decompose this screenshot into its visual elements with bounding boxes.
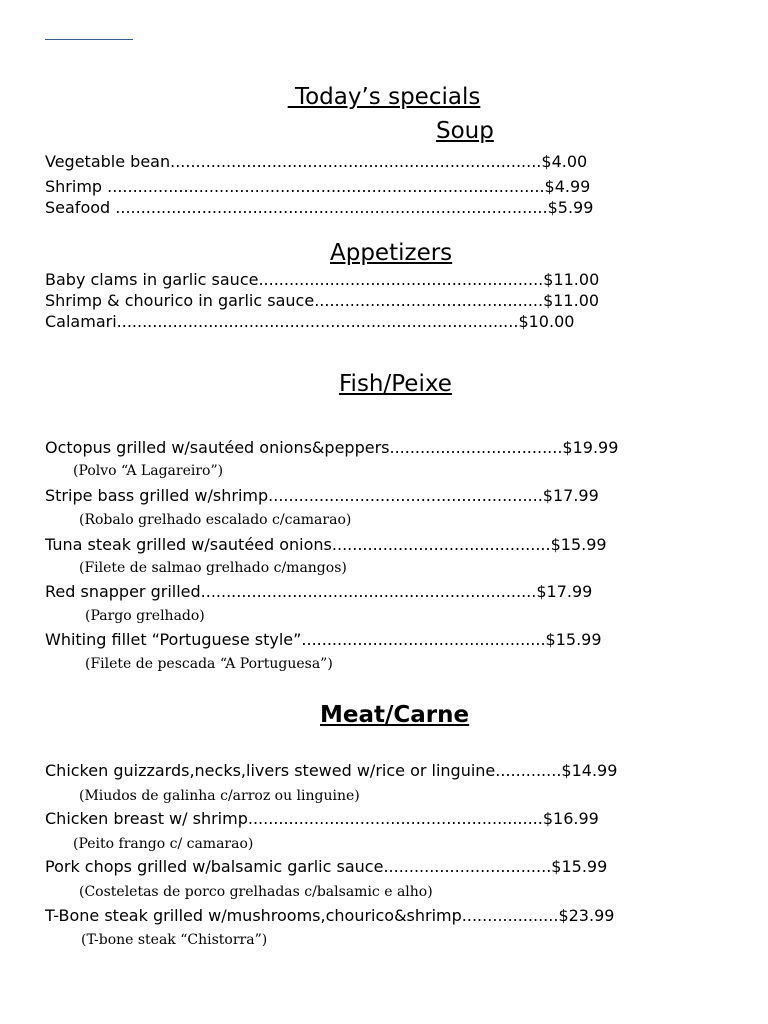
menu-item-vegetable-bean [45,152,587,172]
item-name: T-Bone steak grilled w/mushrooms,chourico&shrimp [45,906,462,925]
item-name: Octopus grilled w/sautéed onions&peppers [45,438,390,457]
item-leader-dots: ........................................................ [258,270,544,289]
menu-item-shrimp-soup [45,177,590,197]
item-leader-dots: ......................................................................... [170,152,542,171]
item-price: $5.99 [547,198,594,217]
menu-item-translation: (Miudos de galinha c/arroz ou linguine) [79,788,360,804]
menu-item-translation: (Costeletas de porco grelhadas c/balsamic e alho) [79,884,433,900]
item-name: Whiting fillet “Portuguese style” [45,630,302,649]
section-heading-meat: Meat/Carne [320,702,470,728]
item-leader-dots: ................... [461,906,559,925]
item-name: Calamari [45,312,117,331]
item-price: $4.99 [544,177,591,196]
item-leader-dots: ...................................................... [268,486,543,505]
menu-item-seafood [45,198,593,218]
menu-item-translation: (Filete de salmao grelhado c/mangos) [79,560,347,576]
menu-item-chicken-guizzards [45,761,617,781]
menu-item-baby-clams [45,270,599,290]
item-leader-dots: ........................................... [331,535,551,554]
item-leader-dots: ..................................................................................... [115,198,548,217]
item-leader-dots: ............. [495,761,562,780]
item-price: $15.99 [550,535,607,554]
menu-item-translation: (Polvo “A Lagareiro”) [73,463,224,479]
menu-item-translation: (T-bone steak “Chistorra”) [81,932,268,948]
section-heading-appetizers: Appetizers [330,240,453,266]
item-price: $11.00 [543,291,600,310]
menu-item-octopus [45,438,618,458]
menu-item-calamari [45,312,574,332]
item-price: $14.99 [561,761,618,780]
item-name: Vegetable bean [45,152,171,171]
item-leader-dots: ............................................................................... [116,312,519,331]
item-leader-dots: ................................. [383,857,552,876]
menu-item-translation: (Peito frango c/ camarao) [73,836,254,852]
item-price: $17.99 [542,486,599,505]
menu-item-tuna-steak [45,535,607,555]
item-name: Pork chops grilled w/balsamic garlic sauce [45,857,384,876]
item-price: $23.99 [558,906,615,925]
menu-item-pork-chops [45,857,607,877]
item-name: Shrimp & chourico in garlic sauce [45,291,315,310]
item-price: $10.00 [518,312,575,331]
menu-item-red-snapper [45,582,592,602]
item-price: $11.00 [543,270,600,289]
item-name: Chicken breast w/ shrimp [45,809,248,828]
menu-item-chicken-breast [45,809,599,829]
section-heading-fish: Fish/Peixe [339,371,452,397]
item-leader-dots: .......................................................... [247,809,543,828]
item-leader-dots: ............................................. [314,291,544,310]
item-leader-dots: .................................................................. [200,582,537,601]
item-name: Seafood [45,198,116,217]
menu-item-t-bone [45,906,614,926]
item-price: $19.99 [562,438,619,457]
item-name: Chicken guizzards,necks,livers stewed w/rice or linguine [45,761,496,780]
menu-item-shrimp-chourico [45,291,599,311]
menu-item-whiting-fillet [45,630,602,650]
item-leader-dots: ...................................................................................... [107,177,545,196]
section-heading-soup: Soup [436,118,494,144]
item-name: Baby clams in garlic sauce [45,270,259,289]
item-name: Stripe bass grilled w/shrimp [45,486,269,505]
item-name: Tuna steak grilled w/sautéed onions [45,535,332,554]
menu-item-translation: (Filete de pescada “A Portuguesa”) [85,656,333,672]
item-name: Shrimp [45,177,108,196]
header-rule [45,39,133,40]
menu-item-translation: (Robalo grelhado escalado c/camarao) [79,512,352,528]
item-price: $16.99 [542,809,599,828]
item-price: $15.99 [551,857,608,876]
item-price: $15.99 [545,630,602,649]
page-title: Today’s specials [287,84,481,110]
item-price: $17.99 [536,582,593,601]
item-name: Red snapper grilled [45,582,201,601]
item-price: $4.00 [541,152,588,171]
item-leader-dots: ................................................ [301,630,546,649]
menu-item-translation: (Pargo grelhado) [85,608,205,624]
menu-item-stripe-bass [45,486,599,506]
item-leader-dots: .................................. [389,438,563,457]
